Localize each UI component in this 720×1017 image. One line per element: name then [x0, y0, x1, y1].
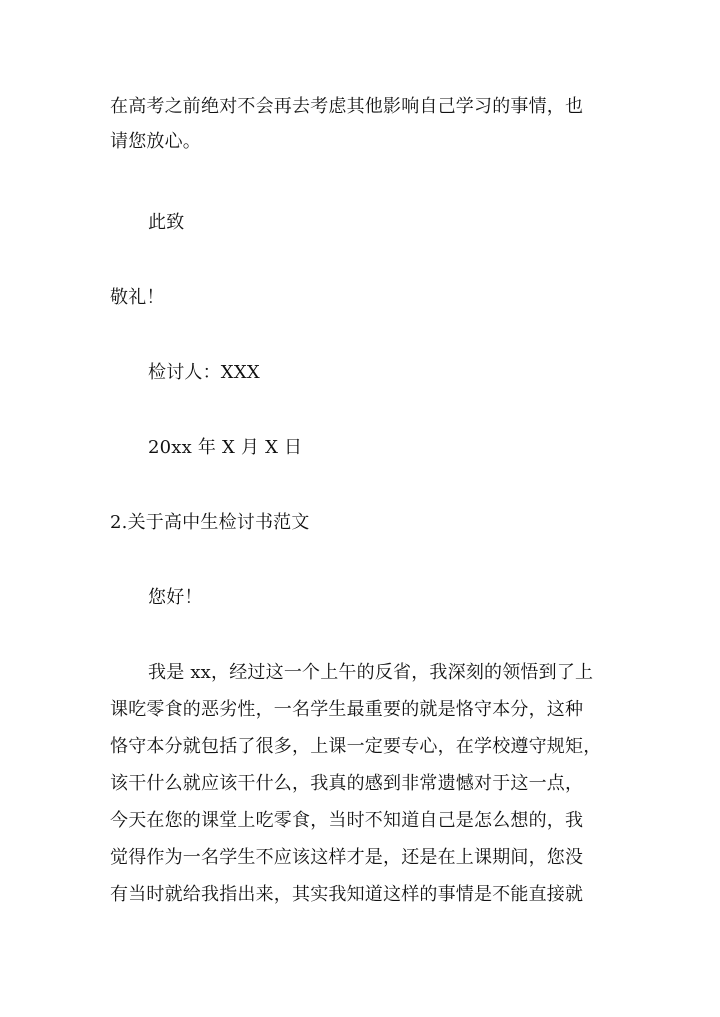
greeting: 您好！: [148, 587, 203, 608]
paragraph-line: 我是 xx，经过这一个上午的反省，我深刻的领悟到了上: [148, 662, 594, 683]
paragraph-line: 恪守本分就包括了很多，上课一定要专心，在学校遵守规矩，: [110, 736, 602, 757]
author-signature: 检讨人：XXX: [148, 362, 260, 383]
text-line: 请您放心。: [110, 131, 201, 152]
paragraph-line: 有当时就给我指出来，其实我知道这样的事情是不能直接就: [110, 884, 584, 905]
section-heading: 2.关于高中生检讨书范文: [110, 512, 310, 533]
paragraph-line: 觉得作为一名学生不应该这样才是，还是在上课期间，您没: [110, 847, 584, 868]
paragraph-line: 课吃零食的恶劣性，一名学生最重要的就是恪守本分，这种: [110, 699, 584, 720]
paragraph-line: 今天在您的课堂上吃零食，当时不知道自己是怎么想的，我: [110, 810, 584, 831]
paragraph-line: 该干什么就应该干什么，我真的感到非常遗憾对于这一点，: [110, 773, 584, 794]
closing-respect: 敬礼！: [110, 287, 165, 308]
document-date: 20xx 年 X 月 X 日: [148, 437, 303, 458]
closing-salutation: 此致: [148, 212, 185, 233]
text-line: 在高考之前绝对不会再去考虑其他影响自己学习的事情，也: [110, 96, 584, 117]
